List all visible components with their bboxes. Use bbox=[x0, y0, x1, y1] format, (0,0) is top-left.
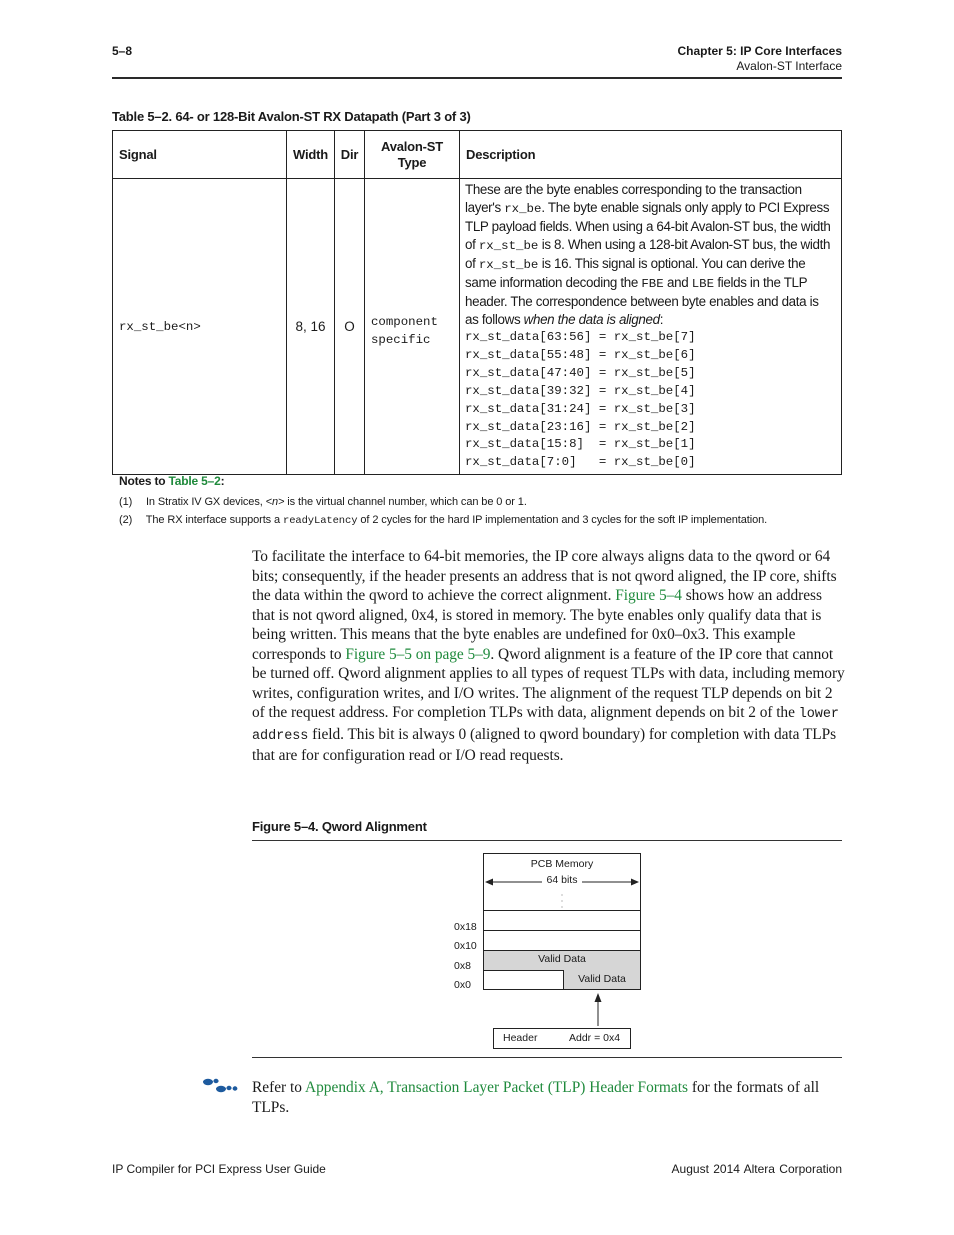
ellipsis-icon bbox=[560, 892, 564, 910]
mapping-line: rx_st_data[23:16] = rx_st_be[2] bbox=[465, 419, 696, 434]
valid-data-label: Valid Data bbox=[538, 953, 586, 965]
address-label: 0x10 bbox=[454, 940, 477, 952]
notes-title: Notes to Table 5–2: bbox=[119, 474, 225, 488]
page-number: 5–8 bbox=[112, 44, 133, 58]
running-head bbox=[677, 44, 842, 74]
header-rule bbox=[112, 77, 842, 79]
valid-data-label: Valid Data bbox=[578, 973, 626, 985]
width-arrow-icon bbox=[484, 876, 640, 888]
mapping-line: rx_st_data[15:8] = rx_st_be[1] bbox=[465, 437, 696, 452]
refer-note: Refer to Appendix A, Transaction Layer Packet (TLP) Header Formats for the formats of all TLPs. bbox=[252, 1079, 820, 1116]
address-label: 0x8 bbox=[454, 960, 471, 972]
footprints-icon bbox=[201, 1077, 241, 1095]
code-rx-st-be: rx_st_be bbox=[478, 258, 539, 272]
memory-divider bbox=[484, 910, 640, 911]
memory-diagram bbox=[483, 853, 641, 990]
body-paragraph: To facilitate the interface to 64-bit memories, the IP core always aligns data to the qword or 64 bits; consequently, if the header presents an address that is not qword aligned, the IP core, shifts the data within the qword to achieve the correct alignment. Figure 5–4 shows how an address that is not qword aligned, 0x4, is stored in memory. The byte enables only qualify data that is being written. This means that the byte enables are undefined for 0x0–0x3. This example corresponds to Figure 5–5 on page 5–9. Qword alignment is a feature of the IP core that cannot be turned off. Qword alignment applies to all types of request TLPs with data, including memory writes, configuration writes, and I/O writes. The alignment of the request TLP depends on bit 2 of the request address. For completion TLPs with data, alignment depends on bit 2 of the lower address field. This bit is always 0 (aligned to qword boundary) for completion with data TLPs that are for configuration read or I/O read requests. bbox=[252, 548, 845, 764]
figure-rule-bottom bbox=[252, 1057, 842, 1058]
mapping-line: rx_st_data[55:48] = rx_st_be[6] bbox=[465, 347, 696, 362]
address-label: 0x18 bbox=[454, 921, 477, 933]
signal-cell: rx_st_be<n> bbox=[113, 179, 287, 475]
memory-divider bbox=[484, 930, 640, 931]
mapping-line: rx_st_data[63:56] = rx_st_be[7] bbox=[465, 330, 696, 344]
memory-label: PCB Memory bbox=[530, 858, 594, 870]
width-label: 64 bits bbox=[546, 874, 578, 886]
mapping-line: rx_st_data[47:40] = rx_st_be[5] bbox=[465, 365, 696, 380]
memory-divider bbox=[484, 950, 640, 951]
code-rx-st-be: rx_st_be bbox=[478, 239, 539, 253]
address-label: 0x0 bbox=[454, 979, 471, 991]
code-lbe: LBE bbox=[691, 277, 715, 291]
type-cell: component specific bbox=[365, 179, 460, 475]
aligned-emphasis: when the data is aligned bbox=[523, 312, 660, 327]
addr-label: Addr = 0x4 bbox=[569, 1032, 621, 1044]
up-arrow-icon bbox=[592, 993, 604, 1027]
width-cell: 8, 16 bbox=[287, 179, 335, 475]
figure-caption: Figure 5–4. Qword Alignment bbox=[252, 819, 427, 834]
column-header-type: Avalon-ST Type bbox=[365, 131, 460, 179]
code-lower-address: lower address bbox=[252, 707, 839, 744]
valid-data-row bbox=[484, 950, 640, 970]
mapping-line: rx_st_data[39:32] = rx_st_be[4] bbox=[465, 383, 696, 398]
mapping-line: rx_st_data[7:0] = rx_st_be[0] bbox=[465, 455, 696, 470]
code-fbe: FBE bbox=[641, 277, 664, 291]
column-header-signal: Signal bbox=[113, 131, 287, 179]
column-header-dir: Dir bbox=[335, 131, 365, 179]
table-link[interactable]: Table 5–2 bbox=[168, 474, 221, 488]
appendix-link[interactable]: Appendix A, Transaction Layer Packet (TLP) Header Formats bbox=[305, 1079, 688, 1096]
note-1: (1) In Stratix IV GX devices, <n> is the virtual channel number, which can be 0 or 1. bbox=[119, 496, 527, 508]
header-label: Header bbox=[503, 1032, 538, 1044]
footer-date-company: August 2014 Altera Corporation bbox=[671, 1162, 842, 1176]
table-header-row bbox=[113, 131, 842, 179]
figure-rule-top bbox=[252, 840, 842, 841]
note-2: (2) The RX interface supports a readyLatency of 2 cycles for the hard IP implementation and 3 cycles for the soft IP implementation. bbox=[119, 514, 768, 527]
valid-data-half bbox=[563, 970, 640, 989]
column-header-width: Width bbox=[287, 131, 335, 179]
footer-title: IP Compiler for PCI Express User Guide bbox=[112, 1162, 326, 1176]
chapter-title: Chapter 5: IP Core Interfaces bbox=[677, 44, 842, 58]
description-cell bbox=[460, 179, 842, 475]
tlp-header-box bbox=[493, 1028, 631, 1049]
figure-page-link[interactable]: Figure 5–5 on page 5–9 bbox=[345, 645, 491, 663]
table-caption: Table 5–2. 64- or 128-Bit Avalon-ST RX Datapath (Part 3 of 3) bbox=[112, 109, 471, 124]
signal-table bbox=[112, 130, 842, 475]
dir-cell: O bbox=[335, 179, 365, 475]
description-text: These are the byte enables corresponding to the transaction layer's rx_be. The byte enable signals only apply to PCI Express TLP payload fields. When using a 64-bit Avalon-ST bus, the width of rx_st_be is 8. When using a 128-bit Avalon-ST bus, the width of rx_st_be is 16. This signal is optional. You can derive the same information decoding the FBE and LBE fields in the TLP header. The correspondence between byte enables and data is as follows when the data is aligned: bbox=[465, 182, 831, 327]
column-header-description: Description bbox=[460, 131, 842, 179]
section-title: Avalon-ST Interface bbox=[736, 59, 842, 73]
mapping-line: rx_st_data[31:24] = rx_st_be[3] bbox=[465, 401, 696, 416]
table-row bbox=[113, 179, 842, 475]
figure-link[interactable]: Figure 5–4 bbox=[615, 587, 682, 604]
code-rx-be: rx_be bbox=[504, 202, 542, 216]
